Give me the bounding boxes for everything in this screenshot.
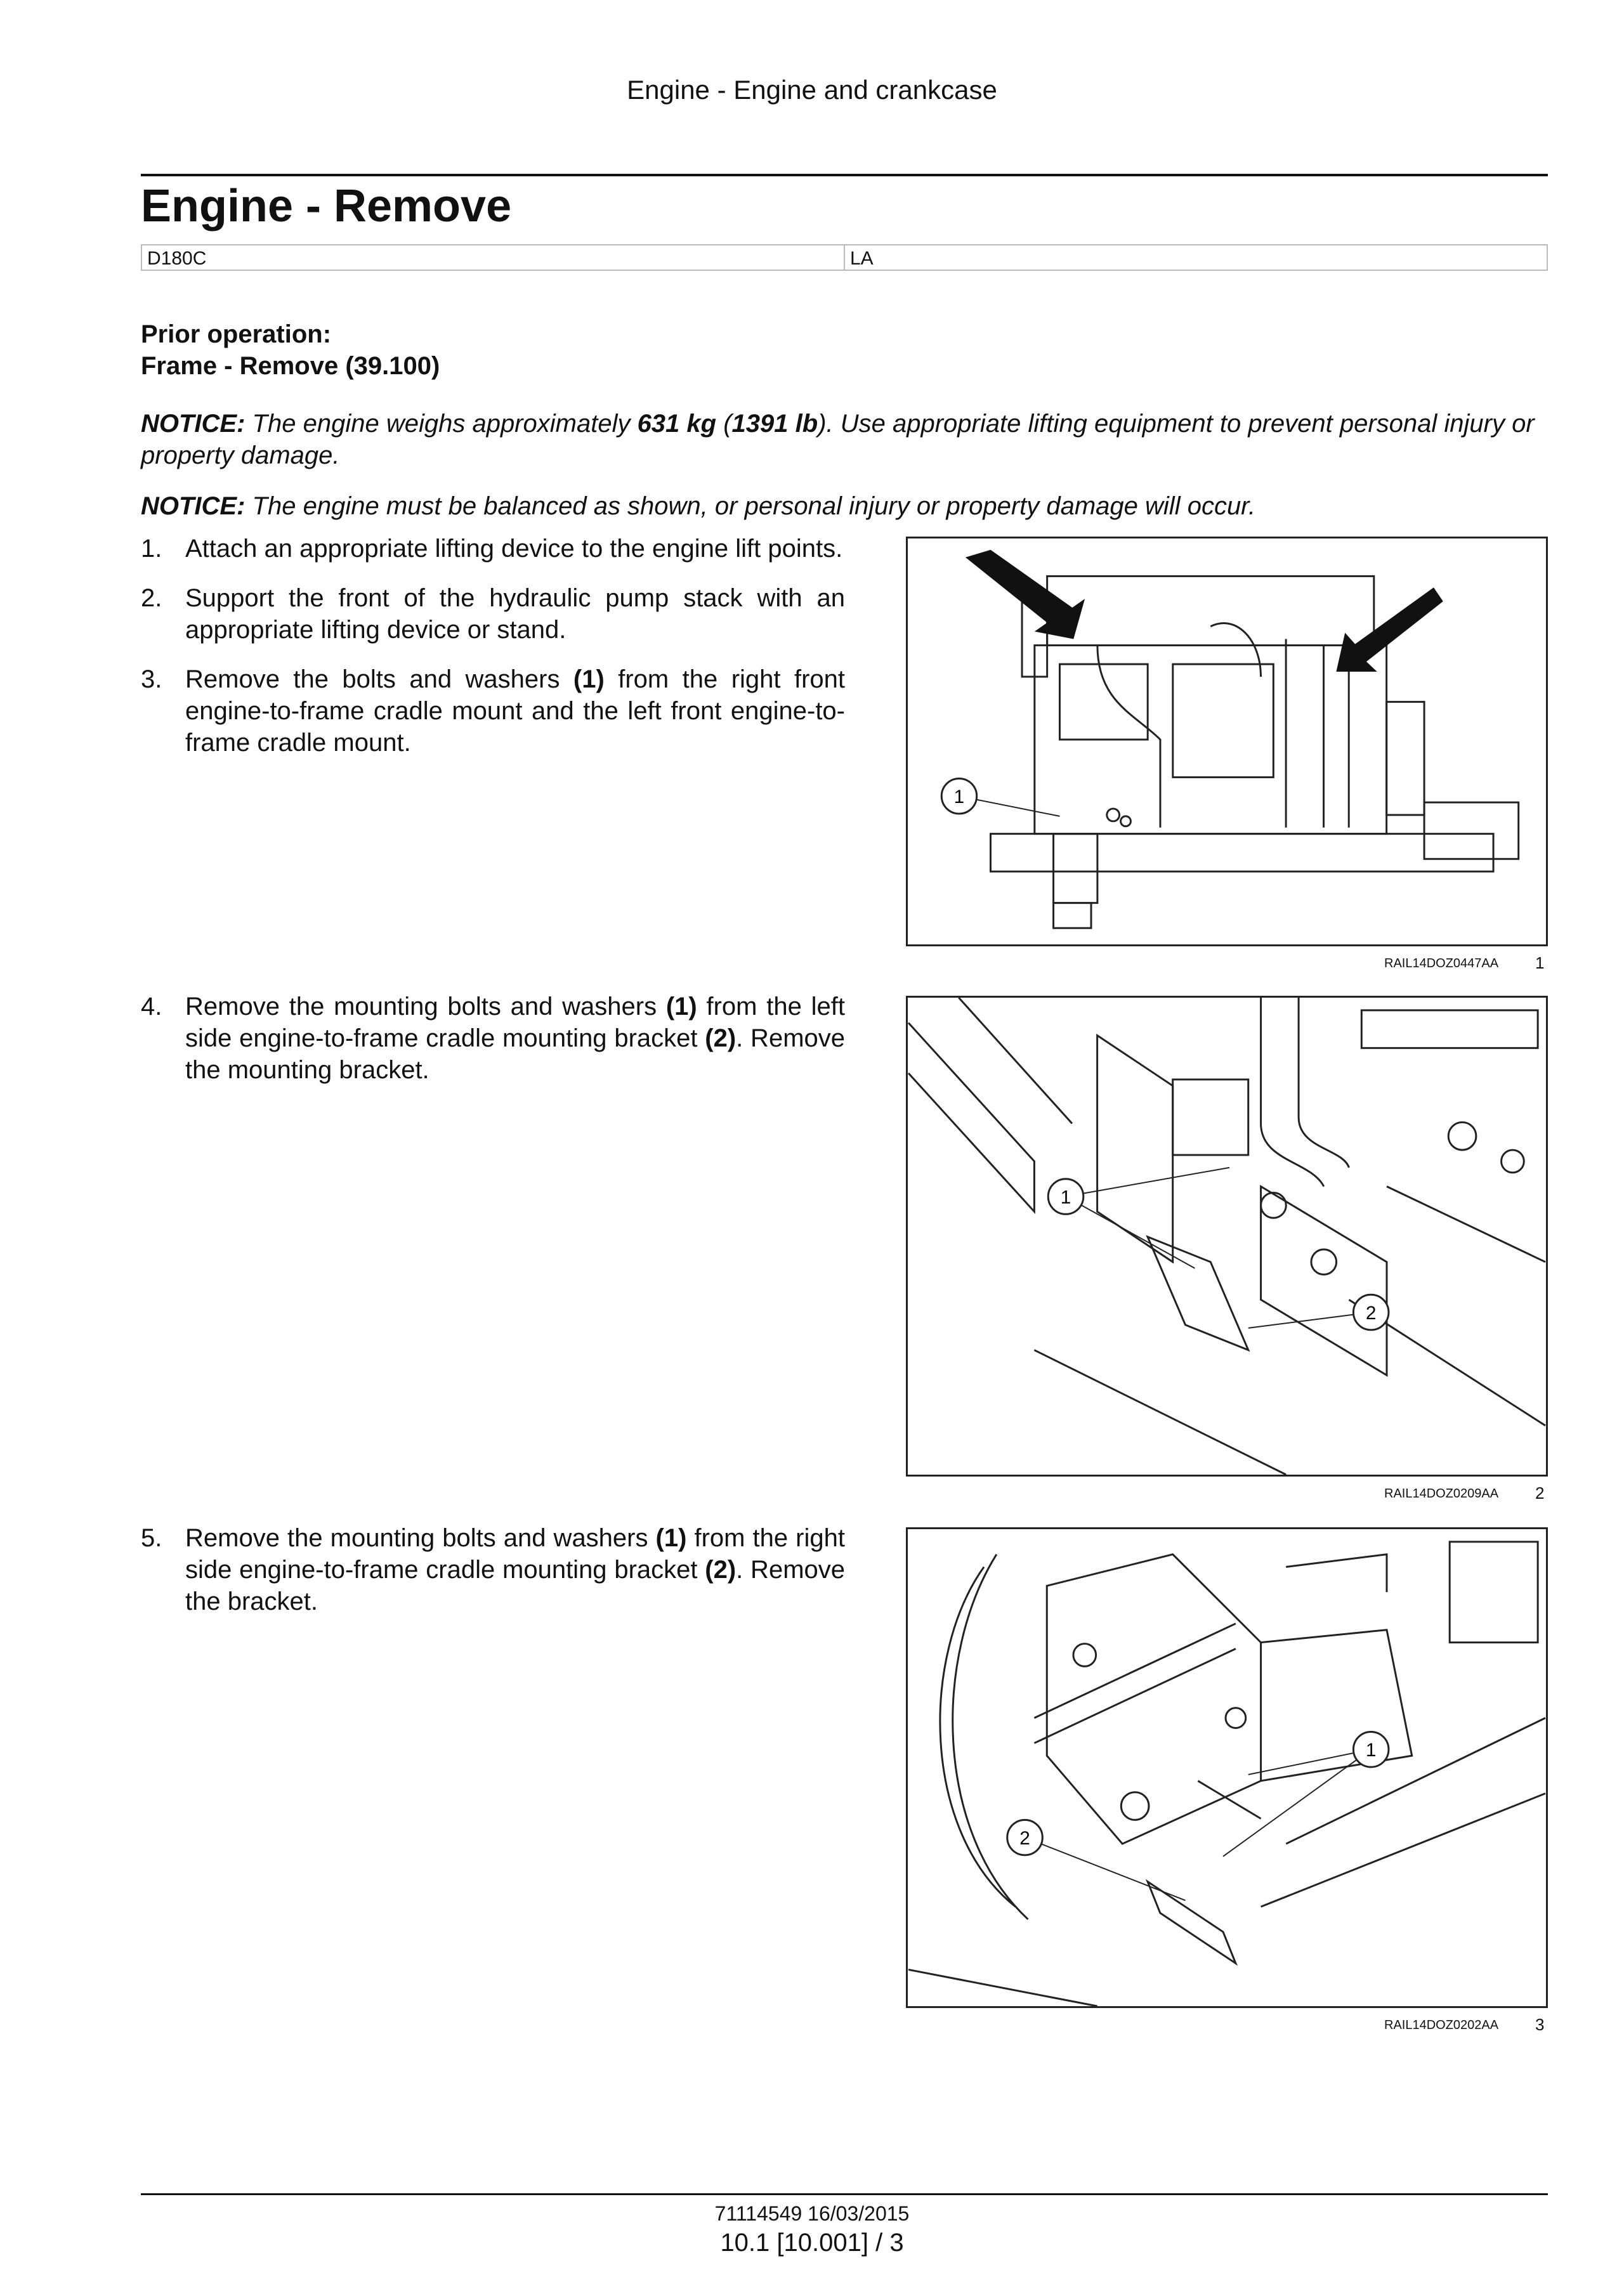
footer-rule: [141, 2193, 1548, 2195]
running-header: Engine - Engine and crankcase: [627, 75, 997, 105]
callout-ref: (2): [705, 1024, 737, 1052]
notice-text: The engine weighs approximately: [245, 410, 638, 438]
engine-illustration: [908, 538, 1546, 944]
notice-weight: [141, 408, 1548, 471]
callout-1: 1: [1365, 1740, 1377, 1761]
step-text: Remove the mounting bolts and washers (1) from the right side engine-to-frame cradle mounting bracket (2). Remove the bracket.: [185, 1524, 846, 1615]
figure-code: RAIL14DOZ0202AA: [1384, 2018, 1499, 2032]
figure-number: 3: [1535, 2015, 1545, 2034]
config-cell: LA: [850, 248, 874, 269]
notice-text: ). Use appropriate lifting equipment to prevent personal injury or property damage.: [141, 410, 1535, 469]
notice-text: The engine must be balanced as shown, or personal injury or property damage will occur.: [245, 492, 1256, 520]
step-number: 3.: [141, 665, 162, 693]
figure-number: 1: [1535, 953, 1545, 972]
figure-number: 2: [1535, 1484, 1545, 1503]
steps-group-2: [141, 991, 845, 1104]
figure-code: RAIL14DOZ0447AA: [1384, 956, 1499, 970]
page-title: Engine - Remove: [141, 181, 512, 232]
callout-ref: (1): [573, 665, 605, 693]
step-text: Remove the mounting bolts and washers (1) from the left side engine-to-frame cradle mounting bracket (2). Remove the mounting bracket.: [185, 993, 846, 1084]
prior-operation-link[interactable]: Frame - Remove (39.100): [141, 352, 440, 380]
header-rule: [141, 174, 1548, 176]
step-number: 4.: [141, 993, 162, 1021]
step-2: [141, 582, 845, 646]
callout-ref: (1): [655, 1524, 687, 1552]
step-4: [141, 991, 845, 1086]
callout-2: 2: [1019, 1828, 1030, 1849]
step-text: Support the front of the hydraulic pump stack with an appropriate lifting device or stand.: [185, 584, 845, 644]
step-3: [141, 663, 845, 759]
callout-1: 1: [1060, 1187, 1071, 1208]
figure-left-cradle-bracket: [906, 996, 1548, 1477]
step-text: Remove the bolts and washers (1) from the right front engine-to-frame cradle mount and the left front engine-to-frame cradle mount.: [185, 665, 845, 757]
callout-ref: (2): [705, 1556, 737, 1584]
figure-engine-lift-points: [906, 537, 1548, 946]
prior-operation-label: Prior operation:: [141, 320, 332, 348]
footer-doc-number: 71114549 16/03/2015: [714, 2202, 910, 2225]
notice-label: NOTICE:: [141, 492, 246, 520]
notice-balance: [141, 490, 1548, 522]
engine-weight-kg: 631 kg: [637, 410, 717, 438]
footer-page-number: 10.1 [10.001] / 3: [720, 2229, 904, 2257]
notice-text: (: [716, 410, 732, 438]
step-1: [141, 533, 845, 564]
steps-group-3: [141, 1522, 845, 1635]
notice-label: NOTICE:: [141, 410, 246, 438]
step-number: 1.: [141, 535, 162, 563]
step-number: 2.: [141, 584, 162, 612]
model-table: [141, 244, 1548, 271]
prior-operation: [141, 318, 440, 382]
step-text: Attach an appropriate lifting device to the engine lift points.: [185, 535, 843, 563]
callout-1: 1: [953, 786, 965, 808]
figure-right-cradle-bracket: [906, 1527, 1548, 2008]
figure-code: RAIL14DOZ0209AA: [1384, 1487, 1499, 1501]
bracket-illustration-left: [908, 998, 1546, 1475]
step-number: 5.: [141, 1524, 162, 1552]
callout-ref: (1): [665, 993, 697, 1021]
steps-group-1: [141, 533, 845, 776]
model-cell: D180C: [142, 245, 845, 270]
callout-2: 2: [1365, 1302, 1377, 1324]
bracket-illustration-right: [908, 1529, 1546, 2006]
step-5: [141, 1522, 845, 1617]
engine-weight-lb: 1391 lb: [731, 410, 818, 438]
